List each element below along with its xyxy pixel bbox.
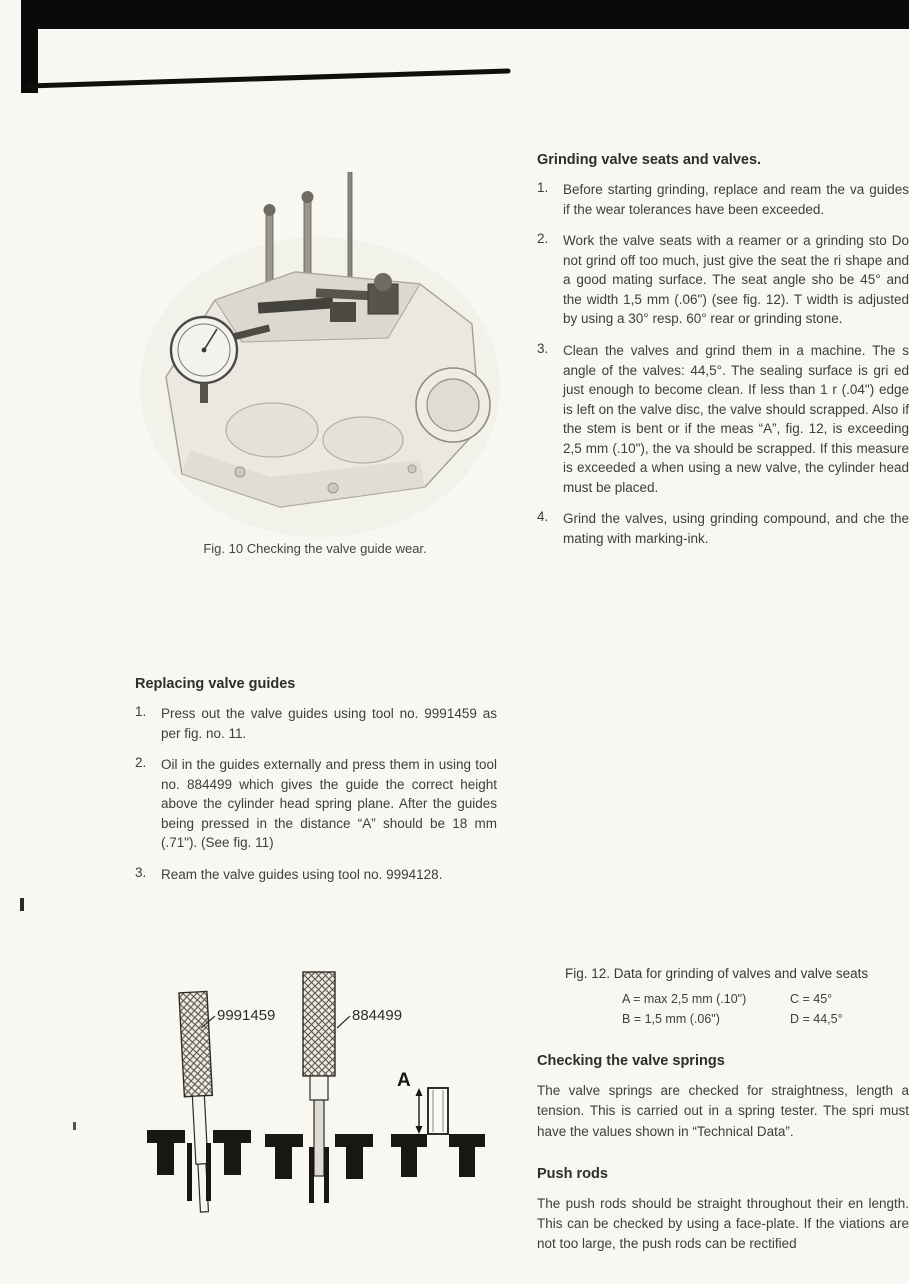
list-item — [537, 231, 909, 329]
list-item — [537, 509, 909, 548]
fig12-value-d: D = 44,5° — [790, 1012, 843, 1026]
item-number: 3. — [537, 340, 549, 356]
scan-top-bar — [27, 0, 909, 29]
scan-mark-small — [73, 1122, 76, 1130]
tool2-leader-line — [337, 1016, 350, 1028]
section-heading-grinding: Grinding valve seats and valves. — [537, 152, 762, 168]
fig12-data-row — [622, 1009, 909, 1029]
push-rods-text: The push rods should be straight throughout their en length. This can be checked by using a face-plate. If the viations are not too large, the push rods can be rectified — [537, 1195, 909, 1252]
right-bottom-section — [537, 966, 909, 1255]
list-item — [135, 865, 497, 885]
list-item — [537, 180, 909, 219]
item-text: Press out the valve guides using tool no. 9991459 as per fig. no. 11. — [161, 706, 497, 741]
right-column — [537, 152, 909, 561]
list-item — [537, 341, 909, 498]
section-heading-replacing: Replacing valve guides — [135, 676, 296, 692]
fig10-caption: Fig. 10 Checking the valve guide wear. — [203, 541, 427, 556]
item-text: Before starting grinding, replace and ream the va guides if the wear tolerances have been exceeded. — [563, 182, 909, 217]
item-text: Work the valve seats with a reamer or a grinding sto Do not grind off too much, just give the seat the ri shape and a good mating surface. The seat angle sho be 45° and the width 1,5 mm (.06") (see fig. 12). T width is adjusted by using a 30° resp. 60° rear or grinding stone. — [563, 233, 909, 327]
section-heading-push-rods: Push rods — [537, 1165, 608, 1182]
scan-mark-left — [20, 898, 24, 911]
scan-diagonal-line — [24, 62, 512, 92]
fig12-value-b: B = 1,5 mm (.06") — [622, 1012, 720, 1026]
dimension-a-label: A — [397, 1070, 411, 1091]
item-text: Ream the valve guides using tool no. 9994128. — [161, 866, 443, 882]
list-item — [135, 755, 497, 853]
item-text: Grind the valves, using grinding compound, and che the mating with marking-ink. — [563, 511, 909, 546]
guide-height-detail — [391, 1088, 485, 1177]
section-heading-springs: Checking the valve springs — [537, 1053, 725, 1069]
left-column — [135, 676, 497, 897]
springs-text: The valve springs are checked for straightness, length a tension. This is carried out in a spring tester. The spri must have the values shown in “Technical Data”. — [537, 1083, 909, 1139]
fig12-value-a: A = max 2,5 mm (.10") — [622, 992, 747, 1006]
tool2-label: 884499 — [352, 1007, 403, 1024]
tool-9991459-drawing — [147, 991, 251, 1212]
item-number: 4. — [537, 509, 549, 525]
item-number: 2. — [537, 231, 549, 247]
fig12-data — [537, 989, 909, 1029]
item-text: Clean the valves and grind them in a machine. The s angle of the valves: 44,5°. The sealing surface is gri ed just enough to become clean. If less than 1 r (.04") edge is left on the valve disc, the valve should scrapped. Also if the stem is bent or if the meas “A”, fig. 12, is exceeding 2,5 mm (.10"), the va should be scrapped. If this measure is exceeded a when using a new valve, the cylinder head must be placed. — [563, 342, 909, 495]
item-number: 1. — [537, 180, 549, 195]
fig11-illustration — [133, 958, 503, 1253]
list-item — [135, 704, 497, 743]
tool1-label: 9991459 — [217, 1007, 276, 1024]
fig12-caption: Fig. 12. Data for grinding of valves and valve seats — [565, 966, 869, 981]
item-number: 3. — [135, 864, 147, 880]
fig12-value-c: C = 45° — [790, 992, 833, 1006]
item-text: Oil in the guides externally and press them in using tool no. 884499 which gives the guide the correct height above the cylinder head spring plane. After the guides being pressed in the distance “A” should be 18 mm (.71"). (See fig. 11) — [161, 757, 497, 851]
item-number: 1. — [135, 704, 147, 719]
fig10-illustration — [120, 172, 515, 540]
item-number: 2. — [135, 755, 147, 771]
fig12-data-row — [622, 989, 909, 1009]
port-boss — [416, 368, 490, 442]
